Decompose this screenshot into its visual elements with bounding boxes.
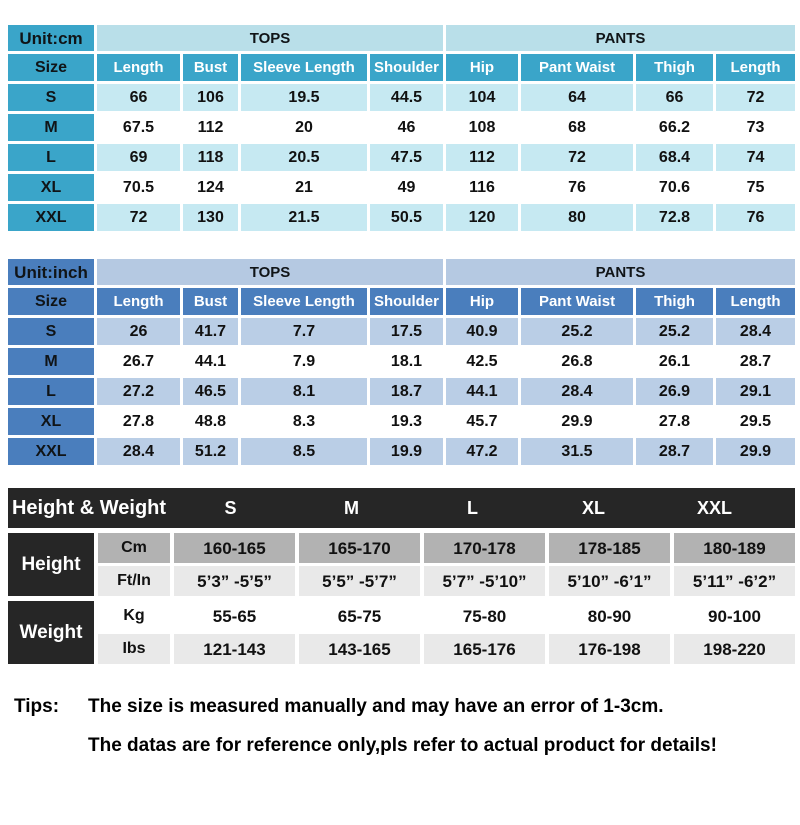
inch-column-header-length2: Length (716, 288, 795, 315)
cell-value: 31.5 (521, 438, 633, 465)
cell-value: 55-65 (174, 601, 295, 631)
hw-size-header: S (224, 497, 237, 518)
size-label: L (8, 378, 94, 405)
cell-value: 72 (97, 204, 180, 231)
cell-value: 68 (521, 114, 633, 141)
cell-value: 28.4 (97, 438, 180, 465)
cell-value: 70.6 (636, 174, 713, 201)
size-label: M (8, 114, 94, 141)
cell-value: 19.5 (241, 84, 367, 111)
cell-value: 198-220 (674, 634, 795, 664)
cell-value: 26.7 (97, 348, 180, 375)
inch-column-header-length: Length (97, 288, 180, 315)
cell-value: 47.2 (446, 438, 518, 465)
hw-size-header: XXL (696, 497, 732, 518)
cell-value: 48.8 (183, 408, 238, 435)
cell-value: 46.5 (183, 378, 238, 405)
cell-value: 72 (521, 144, 633, 171)
cell-value: 143-165 (299, 634, 420, 664)
cell-value: 20 (241, 114, 367, 141)
cell-value: 120 (446, 204, 518, 231)
size-label: S (8, 318, 94, 345)
hw-size-header: XL (581, 497, 605, 518)
cell-value: 74 (716, 144, 795, 171)
tips-label: Tips: (14, 696, 60, 717)
cell-value: 49 (370, 174, 443, 201)
unit-inch-label: Unit:inch (8, 259, 94, 285)
cell-value: 72.8 (636, 204, 713, 231)
cell-value: 65-75 (299, 601, 420, 631)
inch-column-header-sleeve-length: Sleeve Length (241, 288, 367, 315)
size-label: XL (8, 408, 94, 435)
cell-value: 72 (716, 84, 795, 111)
unit-label-cm: Cm (98, 533, 170, 563)
cell-value: 178-185 (549, 533, 670, 563)
cell-value: 29.1 (716, 378, 795, 405)
cell-value: 165-176 (424, 634, 545, 664)
inch-tops-group-header: TOPS (97, 259, 443, 285)
cell-value: 27.8 (636, 408, 713, 435)
cell-value: 44.1 (183, 348, 238, 375)
cell-value: 29.9 (521, 408, 633, 435)
cell-value: 51.2 (183, 438, 238, 465)
cell-value: 44.5 (370, 84, 443, 111)
cell-value: 21 (241, 174, 367, 201)
cm-column-header-thigh: Thigh (636, 54, 713, 81)
size-table-inch (8, 259, 800, 465)
cell-value: 19.3 (370, 408, 443, 435)
cell-value: 42.5 (446, 348, 518, 375)
inch-column-header-thigh: Thigh (636, 288, 713, 315)
cell-value: 41.7 (183, 318, 238, 345)
cell-value: 5’10” -6’1” (549, 566, 670, 596)
size-label: XL (8, 174, 94, 201)
cell-value: 28.4 (716, 318, 795, 345)
weight-group (8, 601, 800, 664)
unit-label-ftin: Ft/In (98, 566, 170, 596)
cell-value: 5’7” -5’10” (424, 566, 545, 596)
cell-value: 170-178 (424, 533, 545, 563)
cell-value: 8.3 (241, 408, 367, 435)
cell-value: 47.5 (370, 144, 443, 171)
size-label: XXL (8, 204, 94, 231)
cell-value: 180-189 (674, 533, 795, 563)
cm-column-header-hip: Hip (446, 54, 518, 81)
unit-label-ibs: Ibs (98, 634, 170, 664)
cm-column-header-length2: Length (716, 54, 795, 81)
cm-column-header-bust: Bust (183, 54, 238, 81)
inch-column-header-shoulder: Shoulder (370, 288, 443, 315)
cell-value: 44.1 (446, 378, 518, 405)
cell-value: 8.1 (241, 378, 367, 405)
cell-value: 108 (446, 114, 518, 141)
cell-value: 7.7 (241, 318, 367, 345)
inch-size-column-header: Size (8, 288, 94, 315)
cell-value: 104 (446, 84, 518, 111)
cell-value: 18.1 (370, 348, 443, 375)
size-table-cm (8, 25, 800, 231)
cell-value: 124 (183, 174, 238, 201)
cell-value: 28.7 (716, 348, 795, 375)
height-weight-title: Height & Weight (11, 496, 167, 519)
cell-value: 45.7 (446, 408, 518, 435)
cell-value: 29.5 (716, 408, 795, 435)
cell-value: 21.5 (241, 204, 367, 231)
cell-value: 5’11” -6’2” (674, 566, 795, 596)
cell-value: 25.2 (521, 318, 633, 345)
cell-value: 116 (446, 174, 518, 201)
cell-value: 20.5 (241, 144, 367, 171)
cell-value: 66 (97, 84, 180, 111)
cell-value: 66.2 (636, 114, 713, 141)
cell-value: 27.2 (97, 378, 180, 405)
cell-value: 28.7 (636, 438, 713, 465)
weight-row-label: Weight (8, 601, 94, 664)
cell-value: 76 (716, 204, 795, 231)
cell-value: 26 (97, 318, 180, 345)
cell-value: 50.5 (370, 204, 443, 231)
cell-value: 80-90 (549, 601, 670, 631)
cm-tops-group-header: TOPS (97, 25, 443, 51)
cell-value: 112 (446, 144, 518, 171)
cell-value: 17.5 (370, 318, 443, 345)
cell-value: 75-80 (424, 601, 545, 631)
size-label: S (8, 84, 94, 111)
cell-value: 26.8 (521, 348, 633, 375)
height-row-label: Height (8, 533, 94, 596)
height-group (8, 533, 800, 596)
size-label: L (8, 144, 94, 171)
size-label: M (8, 348, 94, 375)
cm-column-header-length: Length (97, 54, 180, 81)
inch-pants-group-header: PANTS (446, 259, 795, 285)
inch-column-header-pant-waist: Pant Waist (521, 288, 633, 315)
cell-value: 160-165 (174, 533, 295, 563)
cell-value: 66 (636, 84, 713, 111)
cell-value: 5’5” -5’7” (299, 566, 420, 596)
cell-value: 80 (521, 204, 633, 231)
cell-value: 29.9 (716, 438, 795, 465)
tips-line-2: The datas are for reference only,pls refer to actual product for details! (88, 735, 717, 756)
cell-value: 69 (97, 144, 180, 171)
cell-value: 64 (521, 84, 633, 111)
inch-column-header-hip: Hip (446, 288, 518, 315)
inch-column-header-bust: Bust (183, 288, 238, 315)
cell-value: 76 (521, 174, 633, 201)
cm-column-header-pant-waist: Pant Waist (521, 54, 633, 81)
tips-line-1: The size is measured manually and may have an error of 1-3cm. (88, 696, 664, 717)
cell-value: 26.9 (636, 378, 713, 405)
unit-cm-label: Unit:cm (8, 25, 94, 51)
cell-value: 7.9 (241, 348, 367, 375)
cm-column-header-shoulder: Shoulder (370, 54, 443, 81)
cell-value: 121-143 (174, 634, 295, 664)
cell-value: 112 (183, 114, 238, 141)
cell-value: 118 (183, 144, 238, 171)
cell-value: 46 (370, 114, 443, 141)
hw-size-header: M (344, 497, 359, 518)
cell-value: 68.4 (636, 144, 713, 171)
cell-value: 5’3” -5’5” (174, 566, 295, 596)
cell-value: 8.5 (241, 438, 367, 465)
hw-size-header: L (467, 497, 478, 518)
cell-value: 40.9 (446, 318, 518, 345)
size-label: XXL (8, 438, 94, 465)
unit-label-kg: Kg (98, 601, 170, 631)
height-weight-header (8, 488, 795, 528)
cell-value: 25.2 (636, 318, 713, 345)
tips-section (14, 696, 800, 757)
cell-value: 70.5 (97, 174, 180, 201)
cell-value: 26.1 (636, 348, 713, 375)
cell-value: 75 (716, 174, 795, 201)
cell-value: 176-198 (549, 634, 670, 664)
cell-value: 27.8 (97, 408, 180, 435)
cm-size-column-header: Size (8, 54, 94, 81)
cell-value: 19.9 (370, 438, 443, 465)
cell-value: 28.4 (521, 378, 633, 405)
cell-value: 67.5 (97, 114, 180, 141)
cell-value: 130 (183, 204, 238, 231)
cell-value: 73 (716, 114, 795, 141)
cell-value: 18.7 (370, 378, 443, 405)
cell-value: 90-100 (674, 601, 795, 631)
cell-value: 106 (183, 84, 238, 111)
cm-pants-group-header: PANTS (446, 25, 795, 51)
cell-value: 165-170 (299, 533, 420, 563)
cm-column-header-sleeve-length: Sleeve Length (241, 54, 367, 81)
